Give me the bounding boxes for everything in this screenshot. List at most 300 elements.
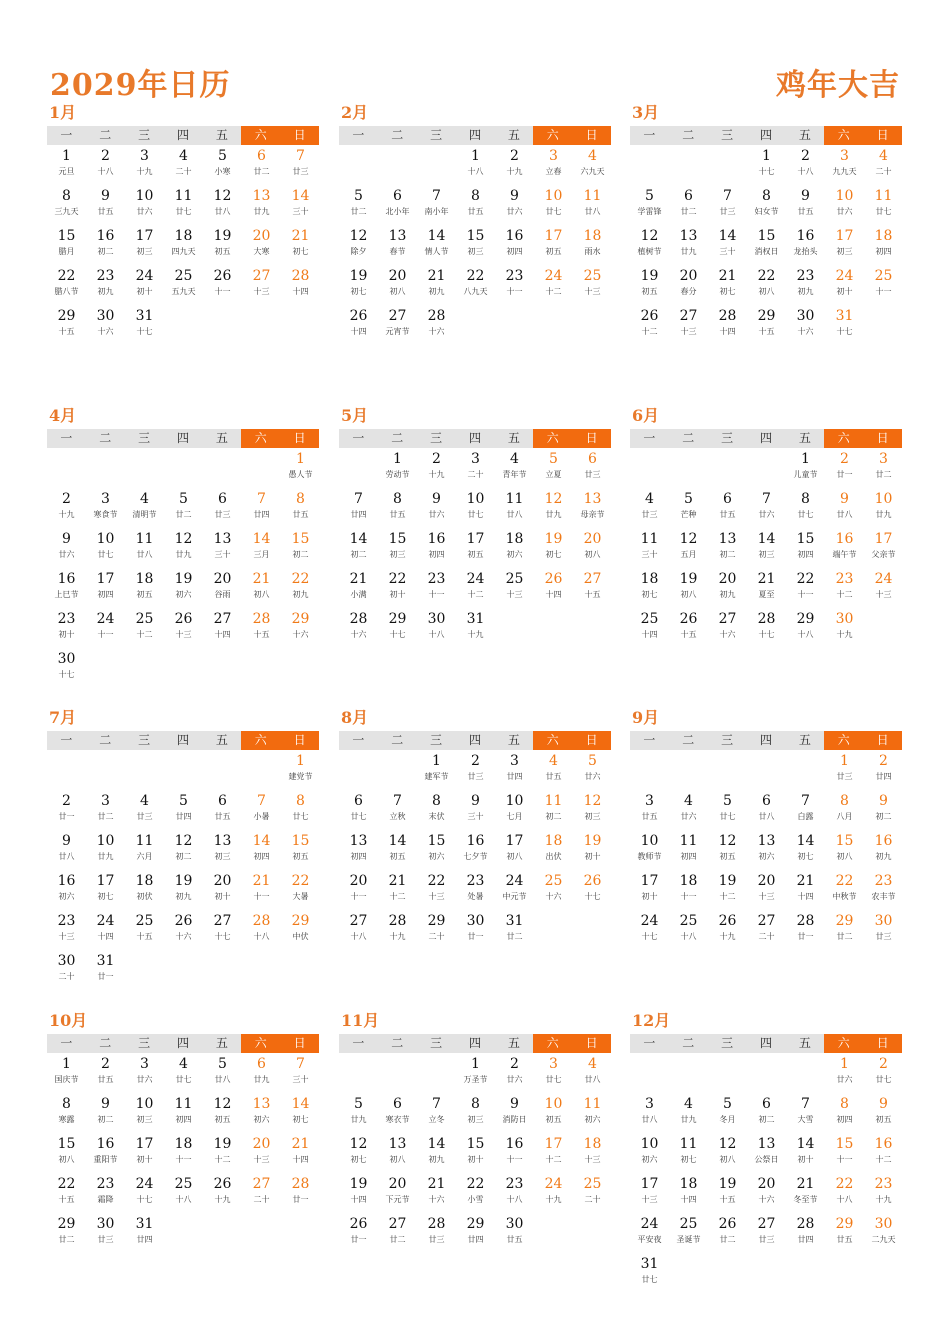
lunar-date: 廿九	[97, 852, 114, 861]
day-number: 19	[718, 873, 737, 889]
day-number: 4	[179, 1056, 188, 1072]
weekday-label: 日	[572, 429, 611, 448]
day-number: 31	[466, 611, 485, 627]
day-cell	[125, 1213, 164, 1253]
lunar-date: 十五	[253, 630, 270, 639]
lunar-date: 初十	[467, 1155, 484, 1164]
weekday-label: 一	[47, 1034, 86, 1053]
day-number: 12	[213, 188, 232, 204]
day-number: 30	[835, 611, 854, 627]
day-cell	[242, 185, 281, 225]
day-cell	[86, 1133, 125, 1173]
day-number: 20	[583, 531, 602, 547]
day-number: 18	[174, 1136, 193, 1152]
day-number: 16	[874, 1136, 893, 1152]
day-number: 29	[796, 611, 815, 627]
lunar-date: 初六	[253, 1115, 270, 1124]
day-number: 26	[349, 308, 368, 324]
day-cell	[86, 265, 125, 305]
day-number: 29	[835, 1216, 854, 1232]
month-block	[47, 707, 319, 1000]
day-number: 17	[640, 1176, 659, 1192]
lunar-date: 十九	[875, 1195, 892, 1204]
lunar-date: 初四	[797, 550, 814, 559]
lunar-date: 廿二	[350, 207, 367, 216]
lunar-date: 廿一	[467, 932, 484, 941]
day-number: 15	[466, 228, 485, 244]
lunar-date: 廿九	[680, 247, 697, 256]
lunar-date: 十八	[467, 167, 484, 176]
lunar-date: 七夕节	[463, 852, 488, 861]
day-cell	[864, 448, 903, 488]
day-cell	[281, 225, 320, 265]
day-cell	[339, 870, 378, 910]
lunar-date: 下元节	[385, 1195, 410, 1204]
day-cell	[456, 448, 495, 488]
day-number: 30	[796, 308, 815, 324]
lunar-date: 十九	[136, 167, 153, 176]
day-cell	[281, 448, 320, 488]
lunar-date: 初七	[797, 852, 814, 861]
weekday-header	[630, 429, 902, 448]
day-cell	[573, 830, 612, 870]
day-number: 15	[291, 833, 310, 849]
lunar-date: 廿三	[758, 1235, 775, 1244]
day-cell	[47, 1053, 86, 1093]
day-number: 27	[757, 913, 776, 929]
lunar-date: 廿二	[719, 1235, 736, 1244]
day-number: 3	[510, 753, 519, 769]
day-cell	[534, 568, 573, 608]
day-number: 6	[218, 491, 227, 507]
lunar-date: 十五	[58, 1195, 75, 1204]
day-cell	[339, 528, 378, 568]
day-cell	[378, 528, 417, 568]
day-number: 12	[213, 1096, 232, 1112]
lunar-date: 十七	[136, 327, 153, 336]
lunar-date: 国庆节	[54, 1075, 79, 1084]
weekday-label: 一	[630, 731, 669, 750]
day-number: 27	[213, 611, 232, 627]
day-number: 27	[388, 1216, 407, 1232]
day-number: 22	[427, 873, 446, 889]
day-number: 29	[57, 1216, 76, 1232]
lunar-date: 农丰节	[871, 892, 896, 901]
day-number: 30	[96, 1216, 115, 1232]
lunar-date: 十八	[97, 167, 114, 176]
weekday-label: 六	[533, 1034, 572, 1053]
weekday-label: 一	[47, 429, 86, 448]
day-number: 25	[640, 611, 659, 627]
weekday-label: 四	[747, 1034, 786, 1053]
day-number: 17	[135, 228, 154, 244]
lunar-date: 立秋	[389, 812, 406, 821]
day-cell	[164, 528, 203, 568]
lunar-date: 初五	[214, 1115, 231, 1124]
day-cell	[573, 1053, 612, 1093]
lunar-date: 廿七	[797, 510, 814, 519]
day-cell	[747, 225, 786, 265]
day-cell	[669, 225, 708, 265]
day-number: 25	[174, 1176, 193, 1192]
lunar-date: 廿五	[797, 207, 814, 216]
day-number: 21	[291, 1136, 310, 1152]
day-number: 28	[349, 611, 368, 627]
day-number: 2	[840, 451, 849, 467]
lunar-date: 廿五	[389, 510, 406, 519]
lunar-date: 初六	[506, 550, 523, 559]
day-cell	[125, 830, 164, 870]
day-number: 19	[640, 268, 659, 284]
day-cell	[456, 830, 495, 870]
day-cell	[864, 1173, 903, 1213]
day-cell	[747, 790, 786, 830]
lunar-date: 初三	[136, 1115, 153, 1124]
lunar-date: 圣诞节	[676, 1235, 701, 1244]
day-cell	[708, 305, 747, 345]
day-cell	[825, 265, 864, 305]
day-cell	[747, 830, 786, 870]
day-number: 20	[213, 571, 232, 587]
lunar-date: 元旦	[58, 167, 75, 176]
lunar-date: 初二	[875, 812, 892, 821]
day-number: 22	[796, 571, 815, 587]
day-cell	[630, 185, 669, 225]
month-title: 1月	[49, 103, 77, 122]
month-block	[630, 707, 902, 1000]
day-number: 27	[718, 611, 737, 627]
day-cell	[534, 1133, 573, 1173]
day-grid	[47, 145, 319, 395]
lunar-date: 初四	[836, 1115, 853, 1124]
lunar-date: 十五	[136, 932, 153, 941]
lunar-date: 二十	[467, 470, 484, 479]
day-number: 28	[757, 611, 776, 627]
day-cell	[825, 1093, 864, 1133]
day-number: 1	[471, 1056, 480, 1072]
day-number: 1	[62, 148, 71, 164]
day-number: 28	[252, 611, 271, 627]
lunar-date: 十一	[175, 1155, 192, 1164]
day-cell	[378, 568, 417, 608]
day-number: 1	[393, 451, 402, 467]
day-number: 21	[388, 873, 407, 889]
day-cell	[864, 1133, 903, 1173]
day-cell	[864, 488, 903, 528]
day-number: 1	[62, 1056, 71, 1072]
day-number: 1	[840, 1056, 849, 1072]
day-number: 17	[135, 1136, 154, 1152]
lunar-date: 十二	[545, 1155, 562, 1164]
lunar-date: 十二	[389, 892, 406, 901]
day-number: 2	[101, 1056, 110, 1072]
day-number: 15	[57, 1136, 76, 1152]
day-number: 20	[349, 873, 368, 889]
day-grid	[339, 750, 611, 1000]
lunar-date: 三十	[641, 550, 658, 559]
lunar-date: 立春	[545, 167, 562, 176]
day-cell	[456, 910, 495, 950]
lunar-date: 廿五	[506, 1235, 523, 1244]
day-cell	[786, 910, 825, 950]
day-cell	[786, 608, 825, 648]
lunar-date: 初五	[136, 590, 153, 599]
day-cell	[573, 145, 612, 185]
month-block	[47, 102, 319, 395]
lunar-date: 廿二	[58, 1235, 75, 1244]
weekday-label: 三	[417, 429, 456, 448]
day-number: 15	[796, 531, 815, 547]
day-number: 9	[432, 491, 441, 507]
day-number: 9	[801, 188, 810, 204]
weekday-header	[47, 1034, 319, 1053]
day-number: 25	[544, 873, 563, 889]
day-cell	[573, 790, 612, 830]
day-cell	[825, 185, 864, 225]
day-number: 18	[135, 873, 154, 889]
day-number: 25	[583, 268, 602, 284]
day-cell	[534, 265, 573, 305]
lunar-date: 廿五	[97, 1075, 114, 1084]
day-number: 20	[679, 268, 698, 284]
day-cell	[864, 1053, 903, 1093]
day-number: 14	[291, 188, 310, 204]
weekday-label: 三	[708, 1034, 747, 1053]
day-number: 14	[252, 833, 271, 849]
day-cell	[456, 225, 495, 265]
lunar-date: 十五	[758, 327, 775, 336]
lunar-date: 冬月	[719, 1115, 736, 1124]
weekday-label: 四	[747, 429, 786, 448]
day-number: 23	[874, 873, 893, 889]
weekday-label: 五	[785, 1034, 824, 1053]
weekday-label: 六	[241, 731, 280, 750]
day-cell	[242, 608, 281, 648]
day-number: 22	[466, 268, 485, 284]
day-number: 16	[796, 228, 815, 244]
day-number: 19	[679, 571, 698, 587]
lunar-date: 元宵节	[385, 327, 410, 336]
day-number: 26	[544, 571, 563, 587]
lunar-date: 廿八	[214, 207, 231, 216]
weekday-label: 日	[863, 731, 902, 750]
weekday-label: 二	[86, 126, 125, 145]
day-cell	[281, 1133, 320, 1173]
lunar-date: 廿三	[467, 772, 484, 781]
day-cell	[203, 145, 242, 185]
weekday-label: 四	[747, 126, 786, 145]
day-cell	[203, 790, 242, 830]
day-cell	[281, 910, 320, 950]
lunar-date: 十七	[584, 892, 601, 901]
lunar-date: 七月	[506, 812, 523, 821]
day-cell	[669, 528, 708, 568]
lunar-date: 十三	[584, 1155, 601, 1164]
day-cell	[86, 305, 125, 345]
lunar-date: 廿六	[758, 510, 775, 519]
day-cell	[242, 145, 281, 185]
day-cell	[164, 265, 203, 305]
day-cell	[786, 185, 825, 225]
day-cell	[417, 830, 456, 870]
lunar-date: 植树节	[637, 247, 662, 256]
weekday-header	[630, 731, 902, 750]
day-number: 9	[62, 531, 71, 547]
day-number: 27	[252, 268, 271, 284]
lunar-date: 初十	[136, 287, 153, 296]
day-number: 5	[179, 793, 188, 809]
day-cell	[456, 1213, 495, 1253]
lunar-date: 初三	[136, 247, 153, 256]
day-cell	[630, 608, 669, 648]
day-cell	[708, 1093, 747, 1133]
day-number: 2	[62, 793, 71, 809]
day-number: 22	[57, 1176, 76, 1192]
lunar-date: 学雷锋	[637, 207, 662, 216]
day-number: 10	[640, 1136, 659, 1152]
day-number: 11	[583, 188, 602, 204]
lunar-date: 谷雨	[214, 590, 231, 599]
day-number: 21	[718, 268, 737, 284]
lunar-date: 廿九	[350, 1115, 367, 1124]
day-cell	[242, 1133, 281, 1173]
lunar-date: 万圣节	[463, 1075, 488, 1084]
lunar-date: 十五	[584, 590, 601, 599]
lunar-date: 二十	[584, 1195, 601, 1204]
day-cell	[203, 1093, 242, 1133]
lunar-date: 十八	[175, 1195, 192, 1204]
day-number: 24	[135, 268, 154, 284]
day-number: 24	[466, 571, 485, 587]
day-cell	[747, 528, 786, 568]
month-block	[47, 1010, 319, 1303]
weekday-label: 二	[669, 126, 708, 145]
lunar-date: 廿七	[350, 812, 367, 821]
day-cell	[203, 1053, 242, 1093]
day-number: 5	[218, 148, 227, 164]
lunar-date: 十七	[758, 630, 775, 639]
day-number: 5	[723, 793, 732, 809]
day-cell	[339, 185, 378, 225]
day-number: 11	[679, 833, 698, 849]
lunar-date: 初八	[389, 1155, 406, 1164]
day-cell	[534, 225, 573, 265]
lunar-date: 十六	[428, 1195, 445, 1204]
weekday-label: 五	[494, 126, 533, 145]
day-number: 9	[879, 793, 888, 809]
day-number: 16	[505, 1136, 524, 1152]
day-number: 28	[718, 308, 737, 324]
day-cell	[456, 608, 495, 648]
lunar-date: 公祭日	[754, 1155, 779, 1164]
day-number: 6	[218, 793, 227, 809]
lunar-date: 廿四	[136, 1235, 153, 1244]
day-number: 13	[583, 491, 602, 507]
day-number: 3	[140, 1056, 149, 1072]
lunar-date: 初三	[758, 550, 775, 559]
lunar-date: 廿八	[136, 550, 153, 559]
day-number: 11	[583, 1096, 602, 1112]
day-number: 16	[835, 531, 854, 547]
weekday-header	[339, 429, 611, 448]
day-number: 6	[393, 188, 402, 204]
lunar-date: 建党节	[288, 772, 313, 781]
weekday-header	[339, 1034, 611, 1053]
day-cell	[125, 1133, 164, 1173]
day-number: 17	[640, 873, 659, 889]
lunar-date: 端午节	[832, 550, 857, 559]
lunar-date: 十四	[97, 932, 114, 941]
day-cell	[86, 145, 125, 185]
day-number: 18	[544, 833, 563, 849]
lunar-date: 小满	[350, 590, 367, 599]
day-cell	[47, 568, 86, 608]
lunar-date: 九九天	[832, 167, 857, 176]
day-cell	[203, 185, 242, 225]
lunar-date: 中伏	[292, 932, 309, 941]
day-number: 30	[57, 651, 76, 667]
lunar-date: 廿七	[875, 1075, 892, 1084]
day-cell	[825, 830, 864, 870]
day-cell	[339, 910, 378, 950]
day-cell	[786, 1093, 825, 1133]
month-title: 11月	[341, 1011, 380, 1030]
day-number: 24	[544, 1176, 563, 1192]
lunar-date: 廿六	[506, 207, 523, 216]
lunar-date: 廿七	[641, 1275, 658, 1284]
day-number: 3	[645, 1096, 654, 1112]
day-number: 20	[757, 1176, 776, 1192]
day-cell	[534, 1093, 573, 1133]
day-cell	[669, 488, 708, 528]
day-cell	[825, 1173, 864, 1213]
day-number: 24	[835, 268, 854, 284]
day-cell	[708, 265, 747, 305]
lunar-date: 廿八	[584, 1075, 601, 1084]
day-number: 26	[213, 268, 232, 284]
month-title: 2月	[341, 103, 369, 122]
lunar-date: 初十	[136, 1155, 153, 1164]
day-number: 21	[252, 873, 271, 889]
lunar-date: 廿九	[253, 1075, 270, 1084]
weekday-label: 四	[164, 126, 203, 145]
day-number: 26	[718, 913, 737, 929]
day-number: 2	[432, 451, 441, 467]
day-number: 29	[466, 1216, 485, 1232]
day-number: 27	[583, 571, 602, 587]
day-cell	[708, 1213, 747, 1253]
day-cell	[534, 448, 573, 488]
day-cell	[825, 910, 864, 950]
day-number: 22	[388, 571, 407, 587]
day-cell	[86, 1173, 125, 1213]
day-cell	[86, 225, 125, 265]
lunar-date: 初六	[584, 1115, 601, 1124]
day-number: 8	[296, 793, 305, 809]
day-number: 5	[354, 1096, 363, 1112]
day-cell	[786, 488, 825, 528]
day-number: 30	[427, 611, 446, 627]
day-number: 10	[544, 1096, 563, 1112]
lunar-date: 初五	[545, 247, 562, 256]
day-cell	[786, 568, 825, 608]
day-number: 7	[432, 1096, 441, 1112]
month-title: 6月	[632, 406, 660, 425]
lunar-date: 廿五	[97, 207, 114, 216]
weekday-label: 三	[125, 731, 164, 750]
day-cell	[495, 1213, 534, 1253]
lunar-date: 初八	[758, 287, 775, 296]
